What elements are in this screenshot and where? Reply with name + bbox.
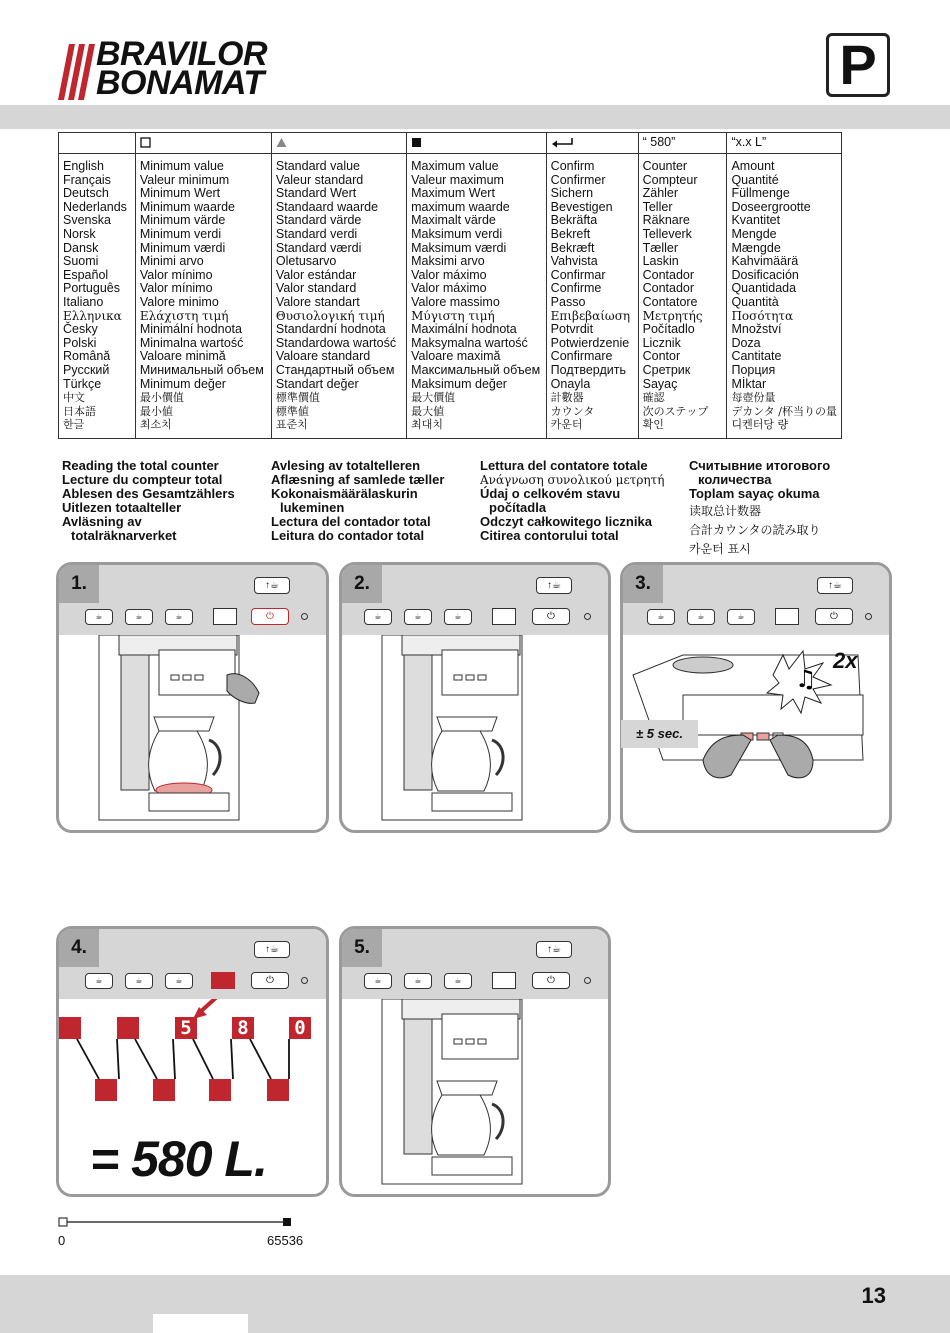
result-volume: = 580 L. <box>90 1131 267 1187</box>
table-cell: 한글 <box>63 418 85 432</box>
display-window <box>211 972 235 989</box>
large-pot-button-icon: ☕ <box>165 973 193 989</box>
large-pot-button-icon: ☕ <box>727 609 755 625</box>
display-window <box>492 608 516 625</box>
table-cell: Θυσιολογική τιμή <box>275 308 385 323</box>
heading: Uitlezen totaalteller <box>62 500 182 515</box>
table-cell: Русский <box>63 362 110 377</box>
heading: 카운터 표시 <box>689 542 751 556</box>
table-cell: Minimum Wert <box>139 186 221 201</box>
table-cell: Ελάχιστη τιμή <box>139 308 229 323</box>
header-band <box>0 105 950 129</box>
small-pot-button-icon: ☕ <box>85 973 113 989</box>
cup-button-icon: ↑☕ <box>254 577 290 594</box>
table-cell: Valor máximo <box>411 267 487 282</box>
table-cell: Suomi <box>63 254 99 269</box>
table-cell: Standardowa wartość <box>275 335 397 350</box>
heading: Údaj o celkovém stavu <box>480 486 621 501</box>
step-number: 2. <box>342 565 382 603</box>
table-cell: 최대치 <box>411 418 443 432</box>
table-cell: Tæller <box>642 240 679 255</box>
table-cell: Mængde <box>731 240 781 255</box>
table-cell: Minimum verdi <box>139 226 222 241</box>
table-cell: Dansk <box>63 240 99 255</box>
step-2-panel <box>339 562 611 833</box>
table-cell: Standardní hodnota <box>275 322 386 337</box>
table-cell: Standart değer <box>275 376 359 391</box>
table-cell: 每壺份量 <box>731 391 776 405</box>
cup-button-icon: ↑☕ <box>817 577 853 594</box>
large-pot-button-icon: ☕ <box>165 609 193 625</box>
heading: lukeminen <box>280 500 345 515</box>
table-cell: 標準値 <box>275 404 309 418</box>
table-cell: Μετρητής <box>642 308 703 323</box>
table-cell: 次のステップ <box>642 404 709 418</box>
table-cell: Valore massimo <box>411 294 500 309</box>
heading: 读取总计数器 <box>689 504 762 518</box>
heading: Toplam sayaç okuma <box>689 486 820 501</box>
table-cell: Valor standard <box>275 281 357 296</box>
table-cell: Valeur standard <box>275 172 364 187</box>
translation-table <box>58 132 842 439</box>
table-cell: Standard verdi <box>275 226 358 241</box>
table-cell: Contador <box>642 281 695 296</box>
table-cell: Contor <box>642 349 681 364</box>
brand-name <box>96 35 268 102</box>
table-cell: Español <box>63 267 109 282</box>
table-cell: Bevestigen <box>550 199 613 214</box>
counter-range-scale <box>58 1215 294 1231</box>
table-cell: Minimum value <box>139 159 224 173</box>
table-cell: Confirmare <box>550 349 613 364</box>
heading: počítadla <box>489 500 547 515</box>
table-cell: Valor mínimo <box>139 267 213 282</box>
brand-line-1: BRAVILOR <box>96 35 268 73</box>
step-1-panel <box>56 562 329 833</box>
table-cell: Bekræft <box>550 240 595 255</box>
small-pot-button-icon: ☕ <box>364 973 392 989</box>
table-cell: Minimi arvo <box>139 254 204 269</box>
heading: Reading the total counter <box>62 458 219 473</box>
table-cell: Maksimum değer <box>411 376 507 391</box>
table-cell: Minimum değer <box>139 376 226 391</box>
table-cell: Minimum värde <box>139 213 226 228</box>
table-cell: Română <box>63 349 111 364</box>
table-cell: Mengde <box>731 226 777 241</box>
maximum-column <box>407 154 547 439</box>
table-cell: Confirmer <box>550 172 606 187</box>
table-cell: 最大値 <box>411 404 445 418</box>
table-cell: Português <box>63 281 120 296</box>
heading: Odczyt całkowitego licznika <box>480 514 652 529</box>
heading-column-3 <box>480 459 664 543</box>
step-number: 4. <box>59 929 99 967</box>
table-cell: Επιβεβαίωση <box>550 308 631 323</box>
display-window <box>213 608 237 625</box>
amount-column <box>727 154 842 439</box>
table-cell: maximum waarde <box>411 199 510 214</box>
table-cell: Potwierdzenie <box>550 335 630 350</box>
table-cell: Valore standart <box>275 294 360 309</box>
table-cell: Deutsch <box>63 186 109 201</box>
power-button-icon: ⏻ <box>251 972 289 989</box>
table-cell: Sayaç <box>642 376 678 391</box>
heading-column-4 <box>689 459 830 556</box>
display-window <box>775 608 799 625</box>
table-cell: Füllmenge <box>731 186 790 201</box>
square-filled-icon <box>411 137 422 148</box>
table-cell: Quantité <box>731 172 779 187</box>
table-cell: Polski <box>63 335 97 350</box>
table-cell: 디켄터당 량 <box>731 418 789 432</box>
display-digit: 5 <box>180 1017 192 1039</box>
heading: Avlesing av totaltelleren <box>271 458 421 473</box>
table-cell: Italiano <box>63 294 104 309</box>
table-cell: Kahvimäärä <box>731 254 799 269</box>
medium-pot-button-icon: ☕ <box>125 609 153 625</box>
table-cell: Подтвердить <box>550 362 626 377</box>
table-cell: Ελληνικα <box>63 308 122 323</box>
section-letter-box: P <box>826 33 890 97</box>
small-pot-button-icon: ☕ <box>85 609 113 625</box>
table-cell: Potvrdit <box>550 322 594 337</box>
step-number: 5. <box>342 929 382 967</box>
table-cell: Confirmar <box>550 267 606 282</box>
table-cell: Räknare <box>642 213 690 228</box>
table-cell: Dosificación <box>731 267 799 282</box>
table-cell: Standard value <box>275 159 360 173</box>
large-pot-button-icon: ☕ <box>444 609 472 625</box>
table-cell: Kvantitet <box>731 213 781 228</box>
heading-column-2 <box>271 459 444 543</box>
heading: 合計カウンタの読み取り <box>689 523 821 537</box>
table-cell: 最小價值 <box>139 391 184 405</box>
table-cell: Maksymalna wartość <box>411 335 528 350</box>
table-cell: Doseergrootte <box>731 199 811 214</box>
power-button-icon: ⏻ <box>815 608 853 625</box>
logo-stripes <box>58 44 98 100</box>
status-led <box>584 977 591 984</box>
brand-line-2: BONAMAT <box>96 64 264 102</box>
small-pot-button-icon: ☕ <box>647 609 675 625</box>
table-cell: Laskin <box>642 254 679 269</box>
table-cell: Valor estándar <box>275 267 357 282</box>
heading: Kokonaismäärälaskurin <box>271 486 418 501</box>
table-cell: Maximální hodnota <box>411 322 517 337</box>
table-cell: Сретрик <box>642 362 691 377</box>
table-body-row <box>59 154 842 439</box>
heading: Leitura do contador total <box>271 528 425 543</box>
table-cell: 확인 <box>642 418 664 432</box>
table-cell: Maksimum verdi <box>411 226 503 241</box>
table-header-maximum <box>407 133 547 154</box>
table-cell: Licznik <box>642 335 681 350</box>
medium-pot-button-icon: ☕ <box>404 609 432 625</box>
coffee-machine-illustration <box>342 999 610 1195</box>
table-cell: Valeur maximum <box>411 172 504 187</box>
heading-column-1 <box>62 459 235 543</box>
table-header-minimum <box>135 133 271 154</box>
confirm-column <box>546 154 638 439</box>
table-cell: Valoare standard <box>275 349 371 364</box>
table-cell: Valor mínimo <box>139 281 213 296</box>
table-cell: Μύγιστη τιμή <box>411 308 495 323</box>
table-cell: Minimalna wartość <box>139 335 244 350</box>
table-cell: Počítadlo <box>642 322 695 337</box>
press-count-label: 2x <box>833 648 858 673</box>
table-cell: Amount <box>731 159 775 173</box>
heading: Aflæsning af samlede tæller <box>271 472 445 487</box>
table-cell: Svenska <box>63 213 111 228</box>
table-cell: 日本語 <box>63 404 96 418</box>
cup-button-icon: ↑☕ <box>536 941 572 958</box>
table-cell: 最小値 <box>139 404 173 418</box>
table-cell: Valore minimo <box>139 294 219 309</box>
brand-logo <box>58 35 288 102</box>
table-cell: Français <box>63 172 111 187</box>
table-cell: Confirm <box>550 159 595 173</box>
table-cell: Contador <box>642 267 695 282</box>
display-digit: 8 <box>237 1017 249 1039</box>
status-led <box>301 977 308 984</box>
scale-min-label: 0 <box>58 1233 66 1248</box>
table-cell: Стандартный объем <box>275 362 395 377</box>
table-cell: Maksimum værdi <box>411 240 507 255</box>
heading: Lettura del contatore totale <box>480 458 648 473</box>
hold-time-label: ± 5 sec. <box>621 720 698 748</box>
table-cell: Quantidada <box>731 281 797 296</box>
table-header-blank <box>59 133 136 154</box>
cup-button-icon: ↑☕ <box>254 941 290 958</box>
heading: Ανάγνωση συνολικού μετρητή <box>480 473 665 487</box>
heading: Ablesen des Gesamtzählers <box>62 486 235 501</box>
heading: Lectura del contador total <box>271 514 431 529</box>
heading: totalräknarverket <box>71 528 177 543</box>
step-number: 3. <box>623 565 663 603</box>
step-number: 1. <box>59 565 99 603</box>
table-header-row <box>59 133 842 154</box>
table-cell: Standard värde <box>275 213 362 228</box>
table-cell: 최소치 <box>139 418 172 432</box>
heading: Avläsning av <box>62 514 142 529</box>
table-cell: Минимальный объем <box>139 362 264 377</box>
table-cell: Norsk <box>63 226 96 241</box>
table-cell: カウンタ <box>550 404 595 418</box>
table-header-amount: “x.x L” <box>727 133 842 154</box>
table-cell: Oletusarvo <box>275 254 337 269</box>
table-cell: Standaard waarde <box>275 199 379 214</box>
table-cell: Quantità <box>731 294 779 309</box>
square-outline-icon <box>140 137 151 148</box>
table-cell: Teller <box>642 199 673 214</box>
triangle-icon <box>276 137 287 148</box>
coffee-machine-illustration <box>342 635 610 831</box>
heading: количества <box>698 472 772 487</box>
table-cell: Maximum value <box>411 159 499 173</box>
table-cell: Passo <box>550 294 586 309</box>
table-cell: Bekräfta <box>550 213 598 228</box>
table-cell: Nederlands <box>63 199 127 214</box>
language-column <box>59 154 136 439</box>
table-cell: Confirme <box>550 281 602 296</box>
table-cell: Maximalt värde <box>411 213 496 228</box>
coffee-machine-illustration <box>59 635 327 831</box>
table-cell: Valoare maximă <box>411 349 501 364</box>
heading: Lecture du compteur total <box>62 472 223 487</box>
table-cell: Valor máximo <box>411 281 487 296</box>
svg-text:♫: ♫ <box>795 665 817 693</box>
table-header-counter: “ 580” <box>638 133 727 154</box>
table-cell: 確認 <box>642 391 665 405</box>
table-cell: Максимальный объем <box>411 362 541 377</box>
small-pot-button-icon: ☕ <box>364 609 392 625</box>
table-cell: Contatore <box>642 294 698 309</box>
table-cell: Counter <box>642 159 688 173</box>
table-cell: Maximum Wert <box>411 186 495 201</box>
table-cell: Onayla <box>550 376 591 391</box>
table-cell: Bekreft <box>550 226 591 241</box>
minimum-column <box>135 154 271 439</box>
table-cell: Minimální hodnota <box>139 322 242 337</box>
table-cell: 표준치 <box>275 418 308 432</box>
table-cell: Cantitate <box>731 349 782 364</box>
table-cell: Zähler <box>642 186 679 201</box>
status-led <box>301 613 308 620</box>
table-cell: Ποσότητα <box>731 308 794 323</box>
heading: Citirea contorului total <box>480 528 619 543</box>
standard-column <box>271 154 406 439</box>
heading: Считывние итогового <box>689 458 831 473</box>
display-window <box>492 972 516 989</box>
step-5-panel <box>339 926 611 1197</box>
table-cell: English <box>63 159 104 173</box>
table-cell: Množství <box>731 322 782 337</box>
table-cell: Порция <box>731 362 776 377</box>
page-number: 13 <box>861 1283 886 1308</box>
table-cell: Sichern <box>550 186 594 201</box>
counter-column <box>638 154 727 439</box>
table-cell: Türkçe <box>63 376 102 391</box>
table-cell: Valeur minimum <box>139 172 230 187</box>
table-cell: Valoare minimă <box>139 349 226 364</box>
status-led <box>584 613 591 620</box>
table-cell: デカンタ /杯当りの量 <box>731 404 837 418</box>
table-cell: Minimum waarde <box>139 199 235 214</box>
scale-max-label: 65536 <box>267 1233 304 1248</box>
medium-pot-button-icon: ☕ <box>404 973 432 989</box>
table-cell: 카운터 <box>550 418 583 432</box>
table-cell: 標準價值 <box>275 391 320 405</box>
medium-pot-button-icon: ☕ <box>125 973 153 989</box>
table-cell: Telleverk <box>642 226 692 241</box>
page-tab-marker <box>153 1314 248 1333</box>
cup-button-icon: ↑☕ <box>536 577 572 594</box>
large-pot-button-icon: ☕ <box>444 973 472 989</box>
table-header-confirm <box>546 133 638 154</box>
table-cell: 計數器 <box>550 391 584 405</box>
medium-pot-button-icon: ☕ <box>687 609 715 625</box>
table-cell: Mİktar <box>731 376 767 391</box>
table-cell: Minimum værdi <box>139 240 226 255</box>
power-button-icon: ⏻ <box>532 608 570 625</box>
table-cell: Compteur <box>642 172 698 187</box>
table-cell: 最大價值 <box>411 391 456 405</box>
table-cell: 中文 <box>63 391 85 405</box>
table-cell: Standard værdi <box>275 240 362 255</box>
table-header-standard <box>271 133 406 154</box>
table-cell: Česky <box>63 322 98 337</box>
table-cell: Standard Wert <box>275 186 357 201</box>
table-cell: Vahvista <box>550 254 598 269</box>
status-led <box>865 613 872 620</box>
power-button-icon: ⏻ <box>251 608 289 625</box>
table-cell: Maksimi arvo <box>411 254 485 269</box>
footer-band <box>0 1275 950 1333</box>
display-digit: 0 <box>294 1017 306 1039</box>
table-cell: Doza <box>731 335 761 350</box>
step-3-panel <box>620 562 892 833</box>
power-button-icon: ⏻ <box>532 972 570 989</box>
enter-arrow-icon <box>551 137 575 149</box>
